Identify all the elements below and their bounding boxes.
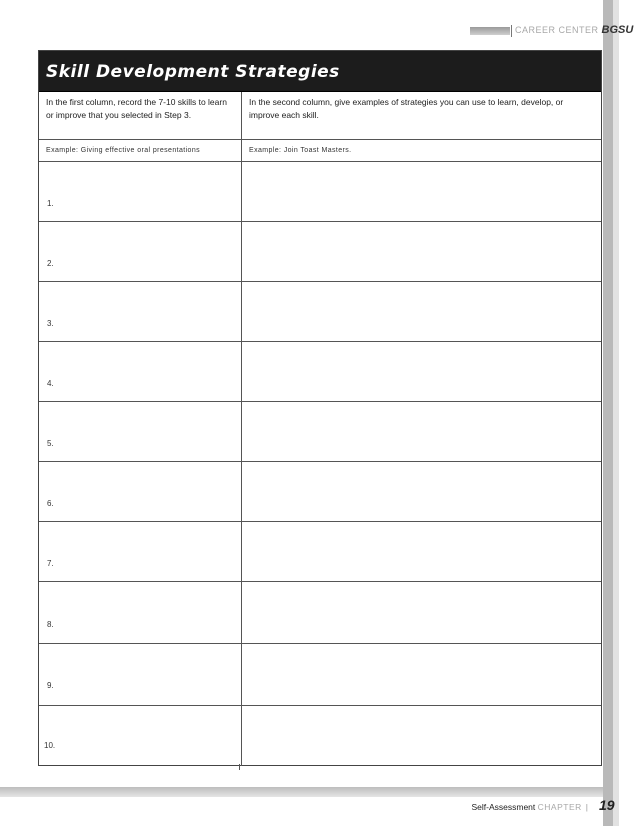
header-bar — [470, 27, 510, 35]
footer-chapter: CHAPTER — [537, 802, 582, 812]
row-divider — [39, 401, 601, 402]
page-edge — [603, 0, 613, 826]
header-center-label: CAREER CENTER — [515, 25, 599, 35]
row-number: 3. — [47, 319, 54, 328]
header-label — [515, 24, 633, 36]
row-number: 10. — [44, 741, 56, 750]
row-number: 5. — [47, 439, 54, 448]
worksheet-table — [38, 50, 602, 766]
instruction-left: In the first column, record the 7-10 skills to learn or improve that you selected in Step 3. — [46, 97, 227, 120]
footer-bar — [0, 787, 603, 797]
row-divider — [39, 341, 601, 342]
row-divider — [39, 139, 601, 140]
row-divider — [39, 521, 601, 522]
footer-separator: | — [585, 802, 588, 812]
row-number: 6. — [47, 499, 54, 508]
row-divider — [39, 461, 601, 462]
row-divider — [39, 281, 601, 282]
row-divider — [39, 161, 601, 162]
row-number: 8. — [47, 620, 54, 629]
row-number: 4. — [47, 379, 54, 388]
footer-label — [472, 802, 593, 812]
row-divider — [39, 221, 601, 222]
header-org: BGSU — [601, 24, 634, 36]
column-divider-tail — [239, 764, 240, 770]
page-number: 19 — [599, 797, 615, 813]
footer-section: Self-Assessment — [471, 802, 536, 812]
row-number: 7. — [47, 559, 54, 568]
column-divider — [241, 92, 242, 766]
row-number: 1. — [47, 199, 54, 208]
example-left: Example: Giving effective oral presentations — [46, 147, 201, 154]
instruction-right: In the second column, give examples of strategies you can use to learn, develop, or improve each skill. — [249, 97, 564, 120]
row-divider — [39, 643, 601, 644]
row-divider — [39, 581, 601, 582]
example-right: Example: Join Toast Masters. — [249, 147, 352, 154]
row-number: 9. — [47, 681, 54, 690]
page-edge-light — [613, 0, 619, 826]
header-divider — [511, 25, 512, 37]
worksheet-title: Skill Development Strategies — [46, 62, 340, 82]
row-divider — [39, 705, 601, 706]
row-number: 2. — [47, 259, 54, 268]
worksheet-title-bar — [39, 51, 601, 92]
